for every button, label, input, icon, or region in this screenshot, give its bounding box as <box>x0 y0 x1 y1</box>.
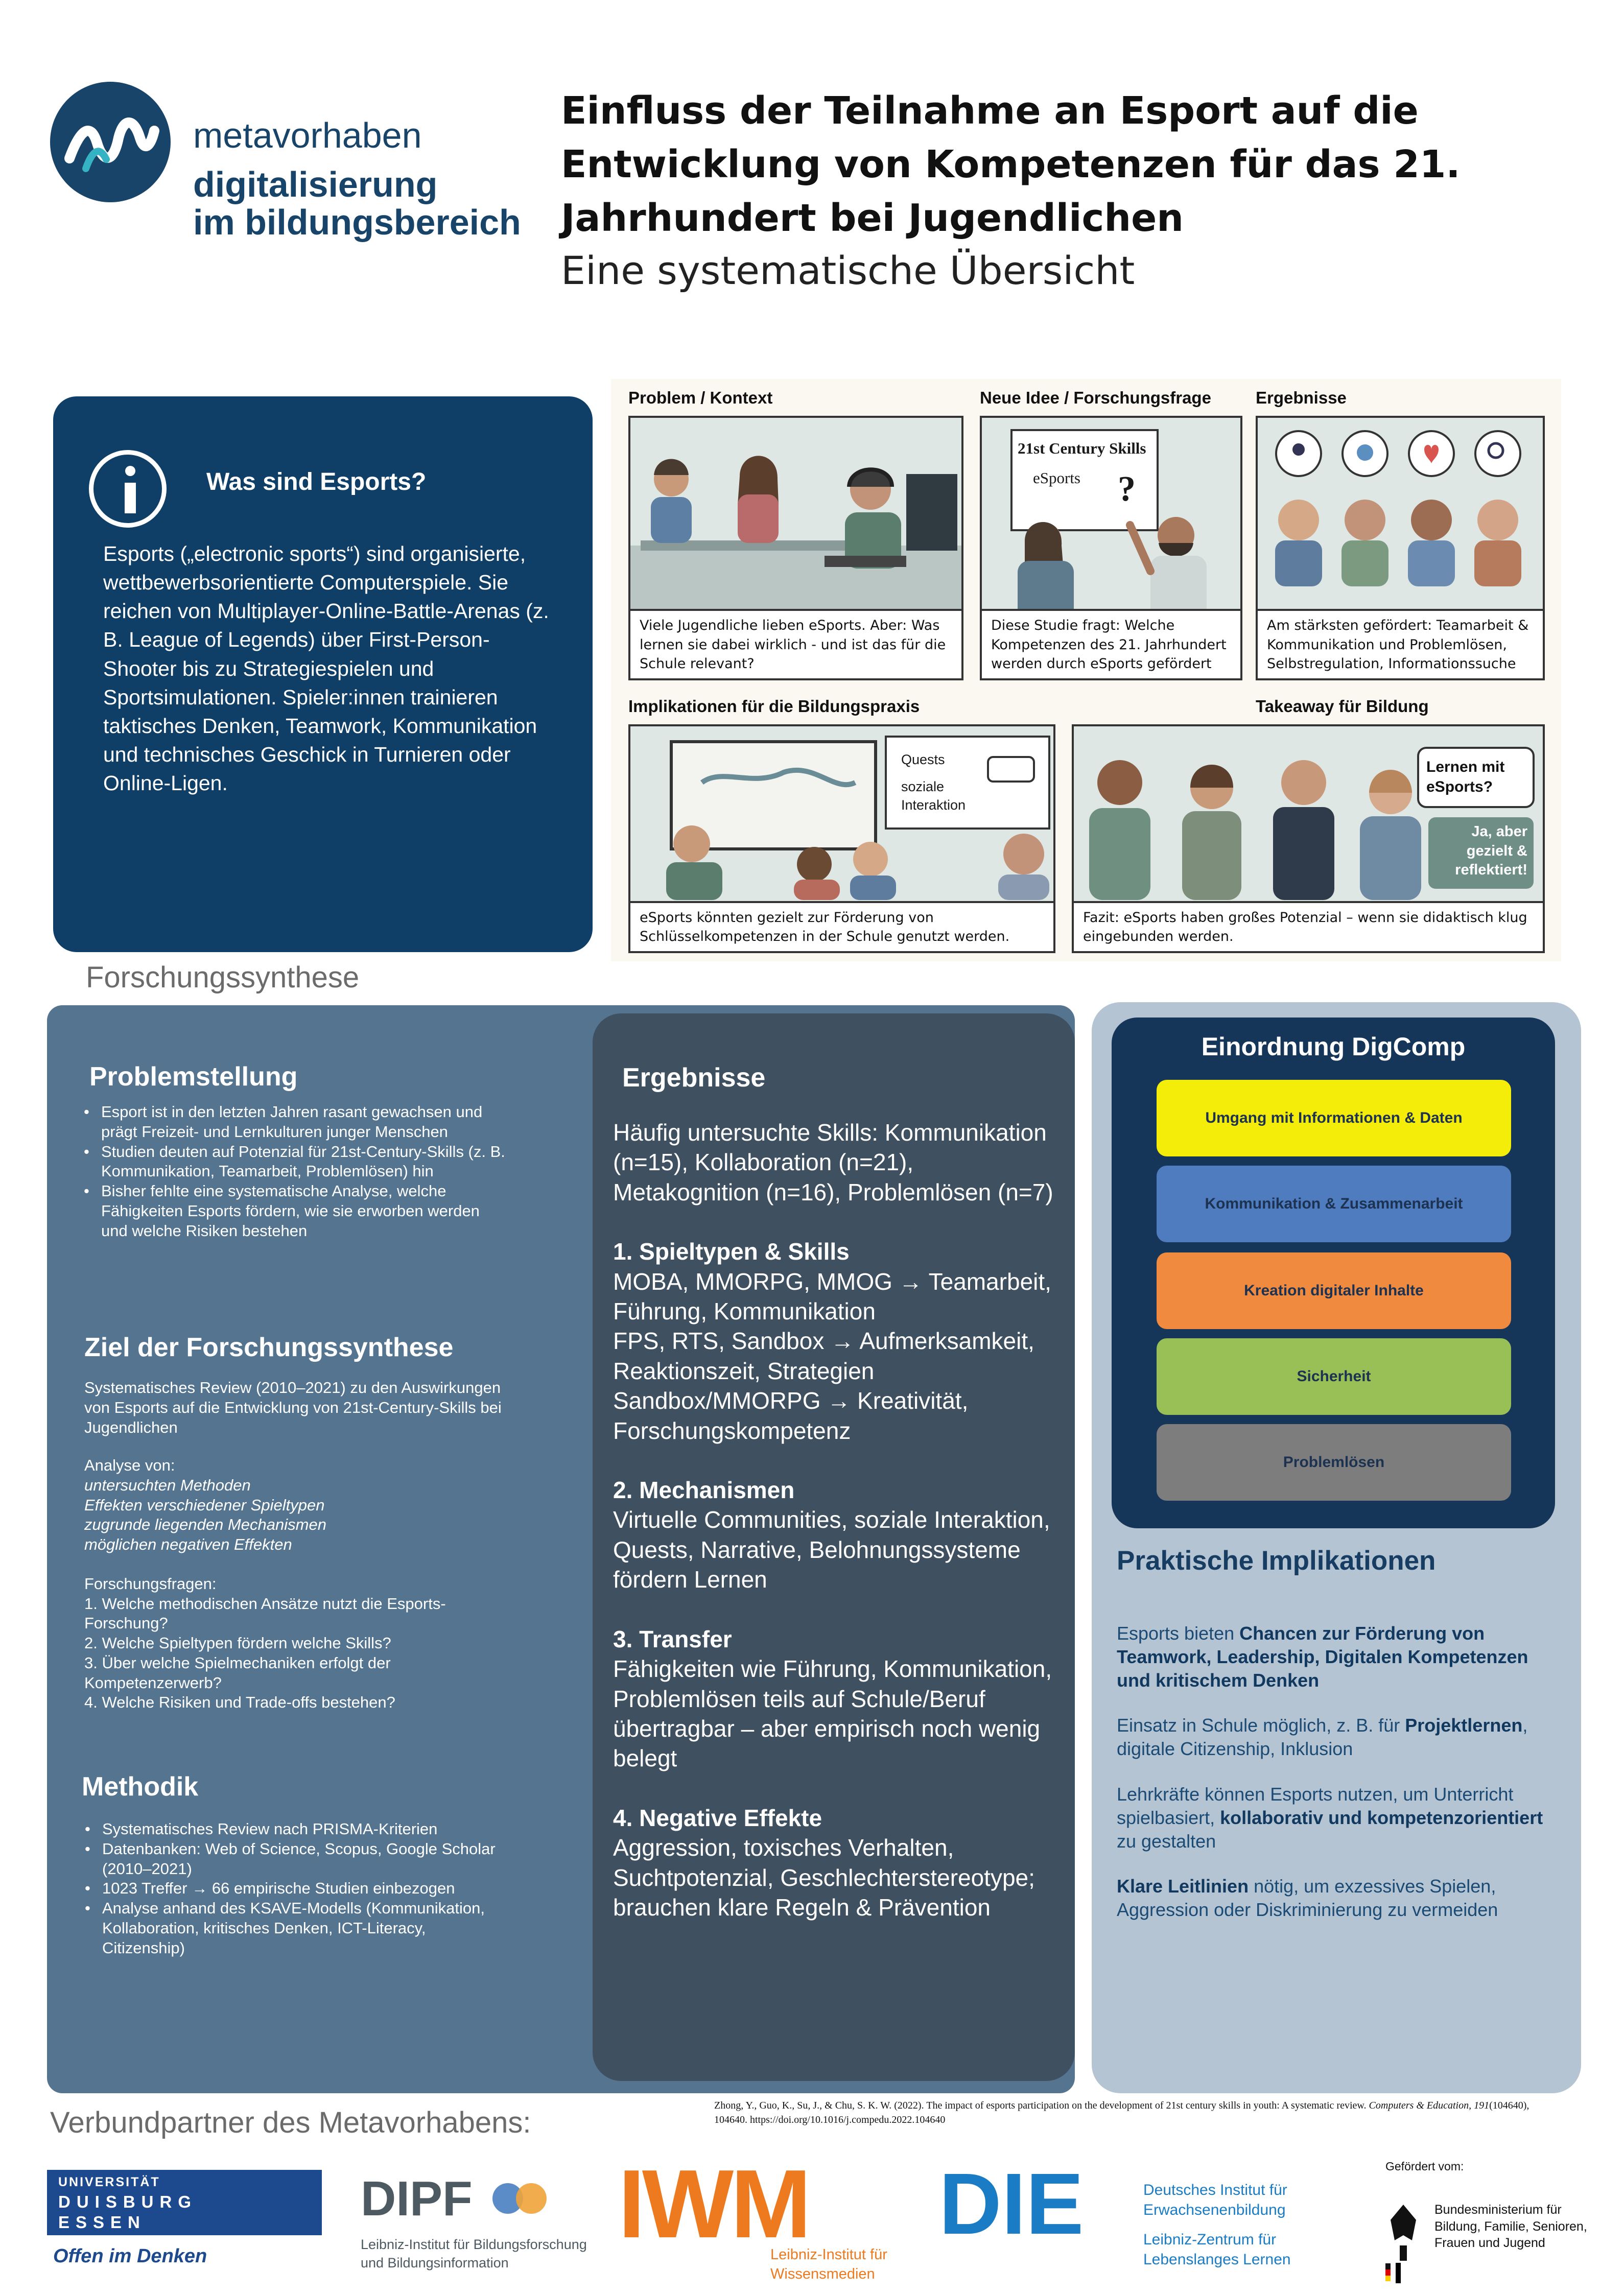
comic-panel-implications <box>628 724 1055 953</box>
implikation-chancen <box>1117 1622 1566 1692</box>
comic-head-implications: Implikationen für die Bildungspraxis <box>628 697 920 716</box>
comic-caption-idea: Diese Studie fragt: Welche Kompetenzen des 21. Jahrhundert werden durch eSports gefördert <box>982 609 1240 678</box>
transfer-head: 3. Transfer <box>613 1625 732 1652</box>
impl-text: Lehrkräfte können Esports nutzen, um Unterricht spielbasiert, <box>1117 1784 1514 1829</box>
spieltypen-line: Sandbox/MMORPG → Kreativität, Forschungskompetenz <box>613 1387 969 1444</box>
methodik-item: • Systematisches Review nach PRISMA-Kriterien <box>83 1819 507 1839</box>
impl-emph: Projektlernen <box>1405 1715 1523 1736</box>
fragen-head: Forschungsfragen: <box>84 1574 217 1593</box>
comic-panel-idea <box>980 416 1242 680</box>
comic-head-problem: Problem / Kontext <box>628 388 773 407</box>
spieltypen-head: 1. Spieltypen & Skills <box>613 1238 850 1265</box>
board-label-esports: eSports <box>1033 469 1080 487</box>
poster-subtitle: Eine systematische Übersicht <box>561 248 1135 293</box>
digcomp-bar-label: Kommunikation & Zusammenarbeit <box>1205 1195 1463 1212</box>
frage-item: 2. Welche Spieltypen fördern welche Skills? <box>84 1634 391 1652</box>
mechanismen-head: 2. Mechanismen <box>613 1477 795 1504</box>
implikation-schule <box>1117 1714 1566 1761</box>
spieltypen-line: MOBA, MMORPG, MMOG → Teamarbeit, Führung, Kommunikation <box>613 1268 1051 1325</box>
comic-caption-problem: Viele Jugendliche lieben eSports. Aber: Was lernen sie dabei wirklich - und ist das für die Schule relevant? <box>630 609 961 678</box>
ude-slogan: Offen im Denken <box>53 2245 207 2267</box>
transfer-text: Fähigkeiten wie Führung, Kommunikation, Problemlösen teils auf Schule/Beruf übertragbar – aber empirisch noch wenig belegt <box>613 1655 1052 1772</box>
impl-text: Einsatz in Schule möglich, z. B. für <box>1117 1715 1405 1736</box>
problemstellung-list <box>82 1102 506 1241</box>
citation <box>714 2098 1537 2127</box>
digcomp-bar-information <box>1157 1080 1511 1156</box>
comic-head-takeaway: Takeaway für Bildung <box>1256 697 1429 716</box>
federal-eagle-icon <box>1385 2199 1421 2281</box>
digcomp-bar-label: Sicherheit <box>1297 1368 1371 1385</box>
dipf-subtitle: Leibniz-Institut für Bildungsforschung und Bildungsinformation <box>361 2237 587 2271</box>
citation-text: Zhong, Y., Guo, K., Su, J., & Chu, S. K. W. (2022). The impact of esports participation on the development of 21st century skills in youth: A systematic review. <box>714 2100 1369 2111</box>
digcomp-bar-sicherheit <box>1157 1338 1511 1415</box>
note-quests: Quests <box>901 752 945 767</box>
implikation-lehrkraefte <box>1117 1783 1566 1853</box>
info-icon <box>89 450 167 528</box>
analyse-item: zugrunde liegenden Mechanismen <box>84 1516 326 1534</box>
digcomp-box <box>1112 1018 1555 1528</box>
students-results-illustration <box>1258 418 1543 586</box>
esports-info-box <box>53 396 593 952</box>
poster-title: Einfluss der Teilnahme an Esport auf die Entwicklung von Kompetenzen für das 21. Jahrhundert bei Jugendlichen <box>561 89 1461 241</box>
ziel-analyse <box>84 1456 503 1713</box>
comic-head-idea: Neue Idee / Forschungsfrage <box>980 388 1211 407</box>
ude-line2: DUISBURG <box>58 2192 198 2211</box>
frage-item: 1. Welche methodischen Ansätze nutzt die Esports-Forschung? <box>84 1594 446 1632</box>
comic-caption-implications: eSports könnten gezielt zur Förderung von Schlüsselkompetenzen in der Schule genutzt werden. <box>630 901 1053 952</box>
implikation-leitlinien <box>1117 1875 1566 1922</box>
citation-doi: (104640), 104640. https://doi.org/10.1016/j.compedu.2022.104640 <box>714 2100 1529 2125</box>
section-label-forschungssynthese: Forschungssynthese <box>86 961 360 994</box>
die-subtitle-1: Deutsches Institut für Erwachsenenbildung <box>1143 2182 1287 2218</box>
implikationen-title: Praktische Implikationen <box>1117 1546 1436 1576</box>
logo-line-3: im bildungsbereich <box>193 202 521 242</box>
ude-line1: UNIVERSITÄT <box>58 2175 160 2189</box>
impl-text: Esports bieten <box>1117 1623 1240 1644</box>
comic-caption-results: Am stärksten gefördert: Teamarbeit & Kommunikation und Problemlösen, Selbstregulation, Informationssuche <box>1258 609 1543 678</box>
digcomp-bar-label: Umgang mit Informationen & Daten <box>1205 1109 1463 1126</box>
problemstellung-item: • Esport ist in den letzten Jahren rasant gewachsen und prägt Freizeit- und Lernkulturen junger Menschen <box>82 1102 506 1142</box>
analyse-head: Analyse von: <box>84 1456 175 1474</box>
comic-panel-results <box>1256 416 1545 680</box>
ude-line3: ESSEN <box>58 2213 146 2232</box>
problemstellung-item: • Studien deuten auf Potenzial für 21st-Century-Skills (z. B. Kommunikation, Teamarbeit, Problemlösen) hin <box>82 1142 506 1182</box>
bmbf-text: Bundesministerium für Bildung, Familie, Senioren, Frauen und Jugend <box>1434 2203 1587 2250</box>
impl-text: nötig, um exzessives Spielen, Aggression oder Diskriminierung zu vermeiden <box>1117 1876 1498 1921</box>
digcomp-title: Einordnung DigComp <box>1201 1032 1466 1061</box>
impl-emph: Klare Leitlinien <box>1117 1876 1249 1897</box>
logo-line-2: digitalisierung <box>193 164 438 204</box>
impl-emph: Chancen zur Förderung von Teamwork, Leadership, Digitalen Kompetenzen und kritischem Denken <box>1117 1623 1528 1691</box>
ziel-text: Systematisches Review (2010–2021) zu den Auswirkungen von Esports auf die Entwicklung von 21st-Century-Skills bei Jugendlichen <box>84 1379 502 1436</box>
comic-head-results: Ergebnisse <box>1256 388 1347 407</box>
board-question-mark: ? <box>1118 469 1136 509</box>
ziel-title: Ziel der Forschungssynthese <box>84 1333 454 1362</box>
negative-head: 4. Negative Effekte <box>613 1804 822 1831</box>
dipf-circle-orange <box>516 2183 547 2214</box>
impl-text: , digitale Citizenship, Inklusion <box>1117 1715 1528 1760</box>
analyse-item: Effekten verschiedener Spieltypen <box>84 1496 325 1514</box>
classroom-illustration <box>630 726 1053 900</box>
ergebnisse-intro: Häufig untersuchte Skills: Kommunikation (n=15), Kollaboration (n=21), Metakognition (n=16), Problemlösen (n=7) <box>613 1119 1053 1205</box>
methodik-list <box>83 1819 507 1958</box>
comic-panel-problem <box>628 416 963 680</box>
citation-journal: Computers & Education, 191 <box>1369 2100 1490 2111</box>
iwm-subtitle: Leibniz-Institut für Wissensmedien <box>770 2246 887 2282</box>
metavorhaben-logo-mark <box>50 82 171 202</box>
note-soziale-interaktion: soziale Interaktion <box>901 779 966 813</box>
digcomp-bar-kommunikation <box>1157 1166 1511 1242</box>
methodik-item: • Datenbanken: Web of Science, Scopus, Google Scholar (2010–2021) <box>83 1839 507 1879</box>
comic-panel-takeaway <box>1072 724 1545 953</box>
digcomp-bar-label: Kreation digitaler Inhalte <box>1244 1282 1424 1299</box>
digcomp-bar-label: Problemlösen <box>1283 1454 1385 1471</box>
analyse-item: untersuchten Methoden <box>84 1476 251 1494</box>
problemstellung-item: • Bisher fehlte eine systematische Analyse, welche Fähigkeiten Esports fördern, wie sie erworben werden und welche Risiken bestehen <box>82 1181 506 1241</box>
board-label-skills: 21st Century Skills <box>1018 439 1146 457</box>
impl-emph: kollaborativ und kompetenzorientiert <box>1220 1807 1543 1829</box>
die-logo-text: DIE <box>939 2156 1084 2253</box>
esports-box-title: Was sind Esports? <box>206 468 427 495</box>
bubble-question-text: Lernen mit eSports? <box>1426 759 1505 795</box>
mechanismen-text: Virtuelle Communities, soziale Interaktion, Quests, Narrative, Belohnungssysteme fördern Lernen <box>613 1506 1050 1593</box>
esports-box-text: Esports („electronic sports“) sind organisierte, wettbewerbsorientierte Computerspiele. Sie reichen von Multiplayer-Online-Battle-Arenas (z. B. League of Legends) über First-Person-Shooter bis zu Strategiespielen und Sportsimulationen. Spieler:innen trainieren taktisches Denken, Teamwork, Kommunikation und technisches Geschick in Turnieren oder Online-Ligen. <box>103 542 549 795</box>
iwm-logo-text: IWM <box>618 2150 809 2258</box>
spieltypen-line: FPS, RTS, Sandbox → Aufmerksamkeit, Reaktionszeit, Strategien <box>613 1328 1034 1384</box>
frage-item: 3. Über welche Spielmechaniken erfolgt der Kompetenzerwerb? <box>84 1653 391 1692</box>
problemstellung-title: Problemstellung <box>89 1062 298 1092</box>
bubble-answer-text: Ja, aber gezielt & reflektiert! <box>1455 823 1527 879</box>
digcomp-bar-problemloesen <box>1157 1424 1511 1501</box>
wave-icon <box>50 82 171 202</box>
die-subtitle-2: Leibniz-Zentrum für Lebenslanges Lernen <box>1143 2231 1291 2268</box>
comic-strip <box>611 379 1561 961</box>
methodik-item: • Analyse anhand des KSAVE-Modells (Kommunikation, Kollaboration, kritisches Denken, ICT-Literacy, Citizenship) <box>83 1899 507 1958</box>
methodik-item: • 1023 Treffer → 66 empirische Studien einbezogen <box>83 1879 507 1899</box>
logo-text-digitalisierung <box>193 166 521 241</box>
partners-label: Verbundpartner des Metavorhabens: <box>50 2106 531 2139</box>
comic-caption-takeaway: Fazit: eSports haben großes Potenzial – wenn sie didaktisch klug eingebunden werden. <box>1074 901 1543 952</box>
flag-black <box>1396 2263 1401 2283</box>
ergebnisse-title: Ergebnisse <box>622 1063 766 1093</box>
ude-logo <box>47 2170 322 2235</box>
negative-text: Aggression, toxisches Verhalten, Suchtpotenzial, Geschlechterstereotype; brauchen klare Regeln & Prävention <box>613 1834 1035 1921</box>
digcomp-bar-kreation <box>1157 1252 1511 1329</box>
impl-text: zu gestalten <box>1117 1831 1216 1852</box>
analyse-item: möglichen negativen Effekten <box>84 1535 292 1553</box>
logo-text-metavorhaben: metavorhaben <box>193 115 422 155</box>
foerder-label: Gefördert vom: <box>1385 2160 1464 2173</box>
methodik-title: Methodik <box>82 1772 199 1802</box>
ergebnisse-body <box>613 1118 1063 1922</box>
dipf-logo-text: DIPF <box>361 2171 473 2226</box>
researchers-illustration <box>982 494 1240 622</box>
frage-item: 4. Welche Risiken und Trade-offs bestehen? <box>84 1693 395 1712</box>
students-gaming-illustration <box>630 418 961 612</box>
